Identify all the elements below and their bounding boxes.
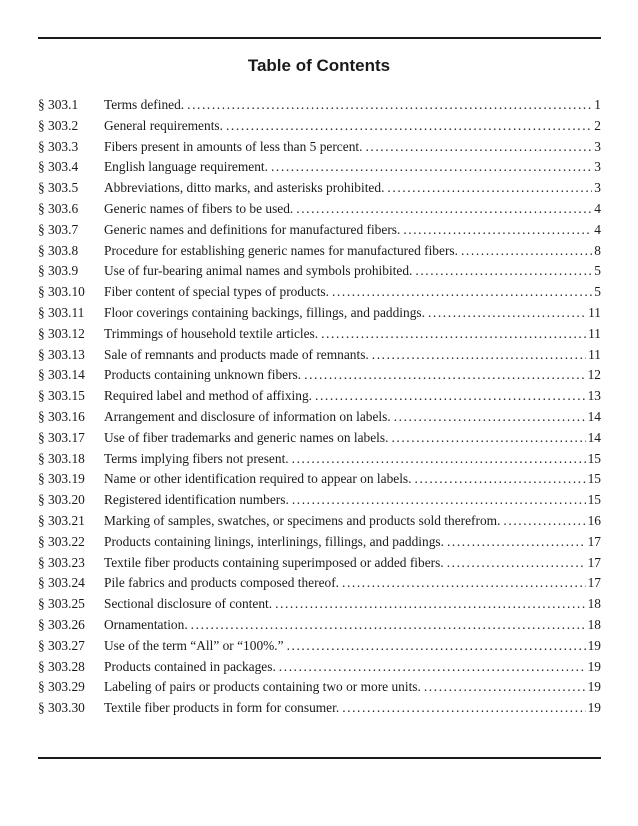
dot-leader: [424, 677, 586, 698]
dot-leader: [365, 137, 592, 158]
page-number: 3: [594, 138, 601, 154]
page-number: 5: [594, 263, 601, 279]
page-number: 11: [588, 346, 601, 362]
page-title: Table of Contents: [247, 56, 391, 75]
section-title: Generic names of fibers to be used.: [104, 200, 294, 216]
dot-leader: [403, 220, 592, 241]
section-number: § 303.20: [38, 492, 85, 508]
section-title: Labeling of pairs or products containing two or more units.: [104, 679, 421, 695]
entry-line: [104, 698, 601, 719]
dot-leader: [191, 615, 586, 636]
dot-leader: [292, 449, 586, 470]
section-title: Sectional disclosure of content.: [104, 596, 273, 612]
entry-line: [104, 594, 601, 615]
toc-entry[interactable]: [38, 261, 601, 282]
section-title: Name or other identification required to appear on labels.: [104, 471, 412, 487]
section-title: Fibers present in amounts of less than 5 percent.: [104, 138, 363, 154]
entry-line: [104, 116, 601, 137]
section-number: § 303.24: [38, 575, 85, 591]
entry-line: [104, 199, 601, 220]
section-number: § 303.21: [38, 512, 85, 528]
toc-entry[interactable]: [38, 157, 601, 178]
section-title: Abbreviations, ditto marks, and asterisks prohibited.: [104, 180, 385, 196]
entry-line: [104, 157, 601, 178]
section-number: § 303.8: [38, 242, 79, 258]
page-number: 4: [594, 200, 601, 216]
section-number: § 303.4: [38, 159, 79, 175]
entry-line: [104, 261, 601, 282]
section-title: Required label and method of affixing.: [104, 388, 312, 404]
dot-leader: [296, 199, 592, 220]
page-number: 15: [587, 471, 601, 487]
section-title: Textile fiber products in form for consumer.: [104, 700, 340, 716]
section-number: § 303.19: [38, 471, 85, 487]
section-title: Terms defined.: [104, 97, 185, 112]
dot-leader: [279, 657, 586, 678]
page-number: 15: [587, 450, 601, 466]
bottom-rule: [38, 757, 601, 759]
dot-leader: [447, 553, 586, 574]
toc-entry[interactable]: [38, 469, 601, 490]
toc-entry[interactable]: [38, 324, 601, 345]
section-number: § 303.5: [38, 180, 79, 196]
section-title: Terms implying fibers not present.: [104, 450, 289, 466]
section-title: Registered identification numbers.: [104, 492, 289, 508]
toc-entry[interactable]: [38, 615, 601, 636]
section-number: § 303.14: [38, 367, 85, 383]
section-title: Trimmings of household textile articles.: [104, 325, 319, 341]
entry-line: [104, 636, 601, 657]
section-number: § 303.3: [38, 138, 79, 154]
section-number: § 303.27: [38, 637, 85, 653]
section-number: § 303.26: [38, 616, 85, 632]
entry-line: [104, 511, 601, 532]
dot-leader: [372, 345, 586, 366]
section-number: § 303.30: [38, 700, 85, 716]
section-number: § 303.28: [38, 658, 85, 674]
entry-line: [104, 407, 601, 428]
section-title: Pile fabrics and products composed thereof.: [104, 575, 340, 591]
section-number: § 303.16: [38, 408, 85, 424]
entry-line: [104, 532, 601, 553]
section-number: § 303.29: [38, 679, 85, 695]
toc-entry[interactable]: [38, 178, 601, 199]
page-number: 5: [594, 284, 601, 300]
dot-leader: [415, 261, 592, 282]
dot-leader: [428, 303, 586, 324]
section-number: § 303.2: [38, 117, 79, 133]
section-title: Ornamentation.: [104, 616, 188, 632]
toc-entry[interactable]: [38, 282, 601, 303]
entry-line: [104, 241, 601, 262]
page-number: 19: [587, 658, 601, 674]
dot-leader: [304, 365, 585, 386]
dot-leader: [387, 178, 592, 199]
entry-line: [104, 428, 601, 449]
section-number: § 303.25: [38, 596, 85, 612]
section-number: § 303.15: [38, 388, 85, 404]
entry-line: [104, 657, 601, 678]
entry-line: [104, 365, 601, 386]
section-number: § 303.10: [38, 284, 85, 300]
page-number: 4: [594, 221, 601, 237]
page-number: 1: [594, 97, 601, 112]
toc-entry[interactable]: [38, 553, 601, 574]
toc-entry[interactable]: [38, 386, 601, 407]
entry-line: [104, 573, 601, 594]
section-number: § 303.18: [38, 450, 85, 466]
toc-entry[interactable]: [38, 137, 601, 158]
page-number: 12: [587, 367, 601, 383]
toc-entry[interactable]: [38, 116, 601, 137]
dot-leader: [503, 511, 585, 532]
section-title: Products contained in packages.: [104, 658, 276, 674]
section-title: Fiber content of special types of products.: [104, 284, 329, 300]
dot-leader: [394, 407, 586, 428]
dot-leader: [332, 282, 592, 303]
dot-leader: [287, 636, 586, 657]
section-title: Arrangement and disclosure of information on labels.: [104, 408, 391, 424]
dot-leader: [321, 324, 586, 345]
page-number: 11: [588, 325, 601, 341]
page-number: 14: [587, 408, 601, 424]
section-title: Use of the term “All” or “100%.”: [104, 637, 284, 653]
page-number: 16: [587, 512, 601, 528]
entry-line: [104, 95, 601, 116]
toc-entry[interactable]: [38, 677, 601, 698]
page-number: 11: [588, 304, 601, 320]
dot-leader: [342, 698, 585, 719]
section-number: § 303.12: [38, 325, 85, 341]
toc-entry[interactable]: [38, 199, 601, 220]
entry-line: [104, 386, 601, 407]
section-number: § 303.11: [38, 304, 85, 320]
toc-entry[interactable]: [38, 657, 601, 678]
top-rule: [38, 37, 601, 39]
entry-line: [104, 553, 601, 574]
entry-line: [104, 449, 601, 470]
dot-leader: [292, 490, 586, 511]
page-number: 13: [587, 388, 601, 404]
toc-entry[interactable]: [38, 449, 601, 470]
entry-line: [104, 282, 601, 303]
entry-line: [104, 469, 601, 490]
section-number: § 303.13: [38, 346, 85, 362]
dot-leader: [271, 157, 592, 178]
toc-entry[interactable]: [38, 407, 601, 428]
dot-leader: [461, 241, 592, 262]
section-title: General requirements.: [104, 117, 223, 133]
dot-leader: [275, 594, 586, 615]
section-title: Marking of samples, swatches, or specimens and products sold therefrom.: [104, 512, 501, 528]
section-title: Procedure for establishing generic names for manufactured fibers.: [104, 242, 458, 258]
toc-entry[interactable]: [38, 428, 601, 449]
dot-leader: [342, 573, 586, 594]
entry-line: [104, 324, 601, 345]
dot-leader: [391, 428, 585, 449]
section-title: Products containing linings, interlinings, fillings, and paddings.: [104, 533, 444, 549]
section-number: § 303.7: [38, 221, 79, 237]
entry-line: [104, 178, 601, 199]
page-number: 3: [594, 180, 601, 196]
table-of-contents: [38, 95, 601, 719]
toc-entry[interactable]: [38, 303, 601, 324]
section-title: Generic names and definitions for manufactured fibers.: [104, 221, 401, 237]
toc-entry[interactable]: [38, 345, 601, 366]
dot-leader: [415, 469, 586, 490]
toc-entry[interactable]: [38, 490, 601, 511]
toc-entry[interactable]: [38, 698, 601, 719]
section-title: Textile fiber products containing superimposed or added fibers.: [104, 554, 444, 570]
section-number: § 303.22: [38, 533, 85, 549]
entry-line: [104, 137, 601, 158]
page-number: 8: [594, 242, 601, 258]
toc-entry[interactable]: [38, 594, 601, 615]
section-number: § 303.23: [38, 554, 85, 570]
page-number: 14: [587, 429, 601, 445]
section-number: § 303.6: [38, 200, 79, 216]
toc-entry[interactable]: [38, 532, 601, 553]
section-number: § 303.9: [38, 263, 79, 279]
page-number: 3: [594, 159, 601, 175]
dot-leader: [447, 532, 586, 553]
toc-entry[interactable]: [38, 573, 601, 594]
section-number: § 303.17: [38, 429, 85, 445]
page-number: 19: [587, 637, 601, 653]
page-number: 18: [587, 596, 601, 612]
entry-line: [104, 615, 601, 636]
entry-line: [104, 677, 601, 698]
toc-entry[interactable]: [38, 511, 601, 532]
page-number: 17: [587, 575, 601, 591]
section-title: Use of fiber trademarks and generic names on labels.: [104, 429, 389, 445]
toc-entry[interactable]: [38, 220, 601, 241]
toc-entry[interactable]: [38, 365, 601, 386]
toc-entry[interactable]: [38, 636, 601, 657]
dot-leader: [315, 386, 586, 407]
page-number: 19: [587, 700, 601, 716]
entry-line: [104, 220, 601, 241]
page-number: 15: [587, 492, 601, 508]
dot-leader: [226, 116, 592, 137]
section-title: English language requirement.: [104, 159, 268, 175]
section-title: Products containing unknown fibers.: [104, 367, 302, 383]
entry-line: [104, 303, 601, 324]
page-number: 17: [587, 554, 601, 570]
section-title: Sale of remnants and products made of remnants.: [104, 346, 369, 362]
entry-line: [104, 345, 601, 366]
entry-line: [104, 490, 601, 511]
section-title: Floor coverings containing backings, fillings, and paddings.: [104, 304, 425, 320]
toc-entry[interactable]: [38, 95, 601, 116]
page-number: 17: [587, 533, 601, 549]
page-number: 19: [587, 679, 601, 695]
toc-entry[interactable]: [38, 241, 601, 262]
page-number: 2: [594, 117, 601, 133]
section-title: Use of fur-bearing animal names and symbols prohibited.: [104, 263, 413, 279]
page-number: 18: [587, 616, 601, 632]
dot-leader: [187, 95, 592, 116]
section-number: § 303.1: [38, 97, 79, 112]
